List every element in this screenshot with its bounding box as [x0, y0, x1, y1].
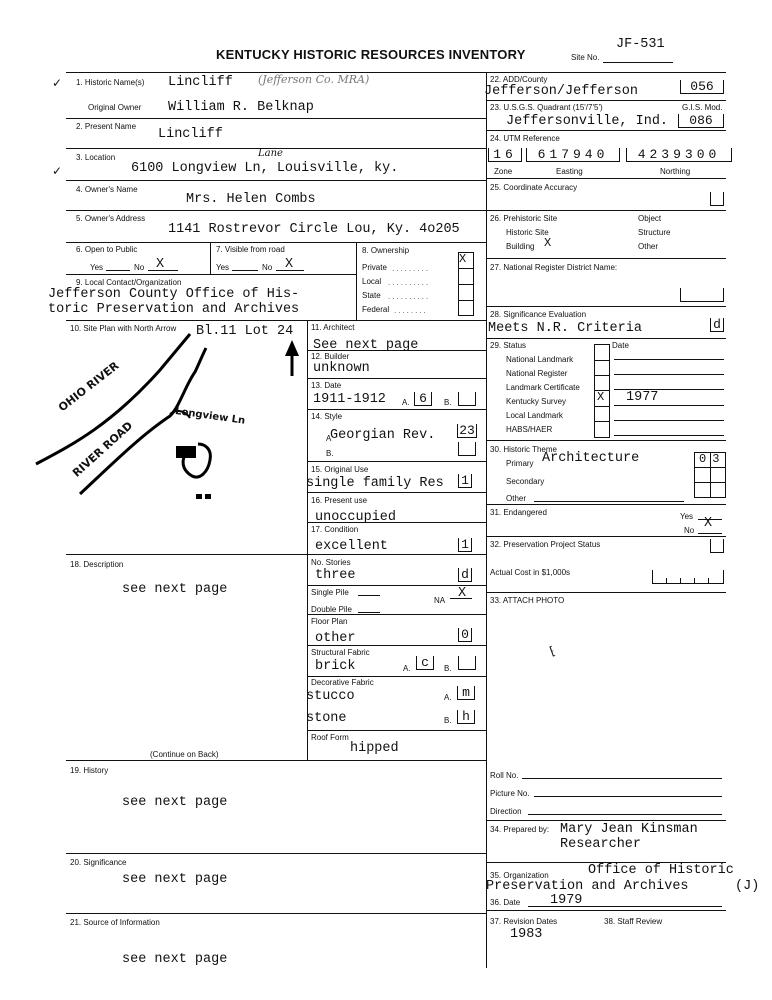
ownership-state: State — [362, 291, 381, 300]
status-national-register: National Register — [506, 369, 568, 378]
map-label-longview: Longview Ln — [174, 406, 246, 427]
row-line — [66, 320, 486, 321]
original-owner-label: Original Owner — [88, 103, 142, 112]
row-line — [486, 258, 726, 259]
status-kentucky-survey: Kentucky Survey — [506, 397, 567, 406]
continue-on-back: (Continue on Back) — [150, 750, 219, 759]
box-divider — [708, 578, 709, 584]
visible-road-label: 7. Visible from road — [216, 245, 285, 254]
utm-zone: 16 — [488, 148, 522, 162]
significance-value: see next page — [122, 872, 228, 887]
box-divider — [594, 360, 610, 361]
add-county-value: Jefferson/Jefferson — [484, 84, 638, 99]
decorative-b-label: B. — [444, 716, 452, 725]
box-divider — [666, 578, 667, 584]
history-value: see next page — [122, 795, 228, 810]
row-line — [486, 100, 726, 101]
row-line — [486, 178, 726, 179]
box-divider — [694, 482, 726, 483]
row-line — [66, 210, 486, 211]
date-b-code — [458, 392, 476, 406]
underline — [534, 501, 684, 502]
underline — [614, 389, 724, 390]
underline — [358, 595, 380, 596]
site-plan-label: 10. Site Plan with North Arrow — [70, 324, 177, 333]
right-column-divider — [486, 72, 487, 968]
status-ks-mark: X — [597, 390, 605, 404]
open-public-mark: X — [156, 257, 165, 272]
row-line — [307, 378, 486, 379]
date-a-code: 6 — [414, 392, 432, 406]
present-name-value: Lincliff — [158, 127, 223, 142]
original-owner-value: William R. Belknap — [168, 100, 314, 115]
col-line — [356, 242, 357, 320]
visible-road-no: No — [262, 263, 273, 272]
underline — [614, 420, 724, 421]
na-label: NA — [434, 596, 446, 605]
historic-name-handwriting: (Jefferson Co. MRA) — [258, 73, 370, 86]
theme-primary-value: Architecture — [542, 451, 640, 466]
style-value: Georgian Rev. — [330, 428, 436, 443]
ownership-private-mark: X — [459, 252, 467, 266]
site-no-label: Site No. — [571, 53, 600, 62]
status-landmark-certificate: Landmark Certificate — [506, 383, 580, 392]
open-public-label: 6. Open to Public — [76, 245, 138, 254]
row-line — [66, 554, 307, 555]
underline — [106, 270, 130, 271]
status-national-landmark: National Landmark — [506, 355, 574, 364]
original-use-code: 1 — [458, 474, 472, 488]
structural-a-code: c — [416, 656, 434, 670]
row-line — [486, 440, 726, 441]
row-line — [307, 614, 486, 615]
row-line — [307, 730, 486, 731]
date-label: 13. Date — [311, 381, 342, 390]
floor-plan-code: 0 — [458, 628, 472, 642]
stories-label: No. Stories — [311, 558, 351, 567]
building-label: Building — [506, 242, 535, 251]
history-label: 19. History — [70, 766, 109, 775]
condition-code: 1 — [458, 538, 472, 552]
row-line — [66, 760, 486, 761]
endangered-label: 31. Endangered — [490, 508, 547, 517]
underline — [358, 612, 380, 613]
organization-line1: Office of Historic — [588, 863, 734, 878]
structural-fabric-label: Structural Fabric — [311, 648, 370, 657]
owner-name-value: Mrs. Helen Combs — [186, 192, 316, 207]
source-info-label: 21. Source of Information — [70, 918, 160, 927]
style-label: 14. Style — [311, 412, 343, 421]
builder-label: 12. Builder — [311, 352, 350, 361]
status-local-landmark: Local Landmark — [506, 411, 563, 420]
roll-no-label: Roll No. — [490, 771, 519, 780]
structural-a-label: A. — [403, 664, 411, 673]
date-36-value: 1979 — [550, 893, 583, 908]
row-line — [486, 210, 726, 211]
col-line — [210, 242, 211, 274]
row-line — [486, 130, 726, 131]
row-line — [307, 492, 486, 493]
historic-name-label: 1. Historic Name(s) — [76, 78, 145, 87]
row-line — [486, 910, 726, 911]
owner-address-value: 1141 Rostrevor Circle Lou, Ky. 4o205 — [168, 222, 460, 237]
north-arrow-head — [285, 340, 299, 356]
stray-mark: ⁅ — [547, 643, 557, 659]
style-b-code — [458, 442, 476, 456]
architect-value: See next page — [313, 338, 419, 353]
other-label: Other — [638, 242, 659, 251]
underline — [528, 814, 722, 815]
original-use-value: single family Res — [306, 476, 444, 491]
outbuilding — [196, 494, 202, 499]
style-b-label: B. — [326, 449, 334, 458]
box-divider — [594, 406, 610, 407]
single-pile-label: Single Pile — [311, 588, 349, 597]
source-info-value: see next page — [122, 952, 228, 967]
date-value: 1911-1912 — [313, 392, 386, 407]
box-divider — [458, 300, 474, 301]
open-public-no: No — [134, 263, 145, 272]
box-divider — [594, 421, 610, 422]
ownership-label: 8. Ownership — [362, 246, 410, 255]
decorative-fabric-label: Decorative Fabric — [311, 678, 374, 687]
style-a-code: 23 — [457, 424, 477, 438]
structure-label: Structure — [638, 228, 671, 237]
local-contact-label: 9. Local Contact/Organization — [76, 278, 182, 287]
row-line — [307, 554, 486, 555]
row-line — [66, 242, 486, 243]
theme-primary-code: 03 — [699, 452, 726, 466]
check-mark: ✓ — [52, 76, 63, 90]
status-label: 29. Status — [490, 341, 527, 350]
theme-other-label: Other — [506, 494, 527, 503]
row-line — [486, 338, 726, 339]
style-a-label: A — [326, 434, 332, 443]
staff-review-label: 38. Staff Review — [604, 917, 663, 926]
picture-no-label: Picture No. — [490, 789, 530, 798]
stories-code: d — [458, 568, 472, 582]
organization-tag: (J) — [735, 879, 760, 894]
stories-value: three — [315, 568, 356, 583]
structural-b-code — [458, 656, 476, 670]
visible-road-mark: X — [285, 257, 294, 272]
object-label: Object — [638, 214, 662, 223]
gis-mod-label: G.I.S. Mod. — [682, 103, 723, 112]
location-handwriting: Lane — [258, 148, 283, 159]
decorative-a-label: A. — [444, 693, 452, 702]
present-use-label: 16. Present use — [311, 496, 368, 505]
local-contact-line2: toric Preservation and Archives — [48, 302, 300, 317]
location-label: 3. Location — [76, 153, 116, 162]
attach-photo-label: 33. ATTACH PHOTO — [490, 596, 565, 605]
dot-leader: .......... — [388, 292, 431, 301]
ownership-local: Local — [362, 277, 382, 286]
utm-zone-label: Zone — [494, 167, 513, 176]
coord-accuracy-label: 25. Coordinate Accuracy — [490, 183, 578, 192]
underline — [522, 778, 722, 779]
map-label-ohio-river: OHIO RIVER — [56, 359, 122, 415]
endangered-no: No — [684, 526, 695, 535]
row-line — [66, 853, 486, 854]
box-divider — [458, 268, 474, 269]
location-value: 6100 Longview Ln, Louisville, ky. — [131, 161, 399, 176]
prepared-by-name: Mary Jean Kinsman — [560, 822, 698, 837]
visible-road-yes: Yes — [216, 263, 230, 272]
dot-leader: ......... — [392, 264, 431, 273]
underline — [698, 533, 722, 534]
row-line — [307, 409, 486, 410]
floor-plan-label: Floor Plan — [311, 617, 348, 626]
coord-accuracy-box — [710, 192, 724, 206]
site-no-underline — [603, 62, 673, 63]
utm-northing: 4239300 — [626, 148, 732, 162]
box-divider — [594, 375, 610, 376]
status-habs-haer: HABS/HAER — [506, 425, 553, 434]
floor-plan-value: other — [315, 631, 356, 646]
nr-district-code — [680, 288, 724, 302]
revision-dates-label: 37. Revision Dates — [490, 917, 558, 926]
owner-name-label: 4. Owner's Name — [76, 185, 138, 194]
add-county-label: 22. ADD/County — [490, 75, 548, 84]
builder-value: unknown — [313, 361, 370, 376]
status-date-label: Date — [612, 341, 629, 350]
box-divider — [458, 284, 474, 285]
condition-value: excellent — [315, 539, 388, 554]
form-title: KENTUCKY HISTORIC RESOURCES INVENTORY — [216, 47, 526, 62]
row-line — [307, 676, 486, 677]
original-use-label: 15. Original Use — [311, 465, 369, 474]
significance-label: 20. Significance — [70, 858, 127, 867]
structural-b-label: B. — [444, 664, 452, 673]
owner-address-label: 5. Owner's Address — [76, 214, 146, 223]
status-ks-date: 1977 — [626, 390, 659, 405]
historic-theme-label: 30. Historic Theme — [490, 445, 557, 454]
outbuilding — [205, 494, 211, 499]
architect-label: 11. Architect — [311, 323, 355, 332]
organization-label: 35. Organization — [490, 871, 549, 880]
prehistoric-site-label: 26. Prehistoric Site — [490, 214, 558, 223]
usgs-quad-value: Jeffersonville, Ind. — [506, 114, 669, 129]
row-line — [486, 536, 726, 537]
row-line — [486, 820, 726, 821]
structural-fabric-value: brick — [315, 659, 356, 674]
local-contact-line1: Jefferson County Office of His- — [48, 287, 300, 302]
underline — [534, 796, 722, 797]
box-divider — [694, 578, 695, 584]
row-line — [66, 180, 486, 181]
roof-form-label: Roof Form — [311, 733, 349, 742]
historic-site-label: Historic Site — [506, 228, 549, 237]
site-plan-sketch — [30, 326, 310, 506]
top-border — [66, 72, 726, 73]
dot-leader: ........ — [394, 306, 428, 315]
date-36-label: 36. Date — [490, 898, 521, 907]
underline — [232, 270, 258, 271]
utm-easting: 617940 — [526, 148, 620, 162]
theme-secondary-label: Secondary — [506, 477, 545, 486]
underline — [614, 374, 724, 375]
direction-label: Direction — [490, 807, 522, 816]
open-public-yes: Yes — [90, 263, 104, 272]
usgs-quad-code: 086 — [678, 114, 724, 128]
underline — [528, 906, 722, 907]
nr-district-label: 27. National Register District Name: — [490, 263, 618, 272]
row-line — [66, 913, 486, 914]
sig-eval-value: Meets N.R. Criteria — [488, 321, 642, 336]
sig-eval-code: d — [710, 318, 724, 332]
map-label-river-road: RIVER ROAD — [70, 419, 136, 480]
endangered-mark: X — [704, 516, 713, 531]
box-divider — [694, 467, 726, 468]
row-line — [307, 461, 486, 462]
description-value: see next page — [122, 582, 228, 597]
revision-dates-value: 1983 — [510, 927, 543, 942]
decorative-a-code: m — [457, 686, 475, 700]
double-pile-label: Double Pile — [311, 605, 352, 614]
historic-name-value: Lincliff — [168, 75, 233, 90]
site-no-value: JF-531 — [616, 37, 665, 52]
add-county-code: 056 — [680, 80, 724, 94]
row-line — [66, 118, 486, 119]
preservation-status-box — [710, 539, 724, 553]
underline — [450, 598, 472, 599]
theme-primary-label: Primary — [506, 459, 534, 468]
row-line — [66, 274, 356, 275]
preservation-status-label: 32. Preservation Project Status — [490, 540, 601, 549]
na-mark: X — [458, 586, 467, 601]
row-line — [486, 504, 726, 505]
actual-cost-label: Actual Cost in $1,000s — [490, 568, 571, 577]
usgs-quad-label: 23. U.S.G.S. Quadrant (15'/7'5') — [490, 103, 603, 112]
date-b-label: B. — [444, 398, 452, 407]
ownership-federal: Federal — [362, 305, 390, 314]
date-a-label: A. — [402, 398, 410, 407]
underline — [614, 405, 724, 406]
utm-ref-label: 24. UTM Reference — [490, 134, 560, 143]
present-name-label: 2. Present Name — [76, 122, 137, 131]
utm-northing-label: Northing — [660, 167, 691, 176]
site-plan-lot: Bl.11 Lot 24 — [196, 324, 294, 339]
present-use-value: unoccupied — [315, 510, 397, 525]
sig-eval-label: 28. Significance Evaluation — [490, 310, 587, 319]
dot-leader: .......... — [388, 278, 431, 287]
prepared-by-label: 34. Prepared by: — [490, 825, 550, 834]
description-label: 18. Description — [70, 560, 124, 569]
organization-line2: Preservation and Archives — [486, 879, 689, 894]
roof-form-value: hipped — [350, 741, 399, 756]
box-divider — [680, 578, 681, 584]
prepared-by-title: Researcher — [560, 837, 642, 852]
decorative-b-value: stone — [306, 711, 347, 726]
house-footprint — [176, 446, 196, 458]
condition-label: 17. Condition — [311, 525, 359, 534]
decorative-a-value: stucco — [306, 689, 355, 704]
underline — [614, 435, 724, 436]
building-mark: X — [544, 236, 552, 250]
utm-easting-label: Easting — [556, 167, 583, 176]
endangered-yes: Yes — [680, 512, 694, 521]
actual-cost-boxes — [652, 570, 724, 584]
row-line — [486, 306, 726, 307]
ownership-private: Private — [362, 263, 387, 272]
decorative-b-code: h — [457, 710, 475, 724]
check-mark: ✓ — [52, 164, 63, 178]
row-line — [486, 592, 726, 593]
underline — [614, 359, 724, 360]
